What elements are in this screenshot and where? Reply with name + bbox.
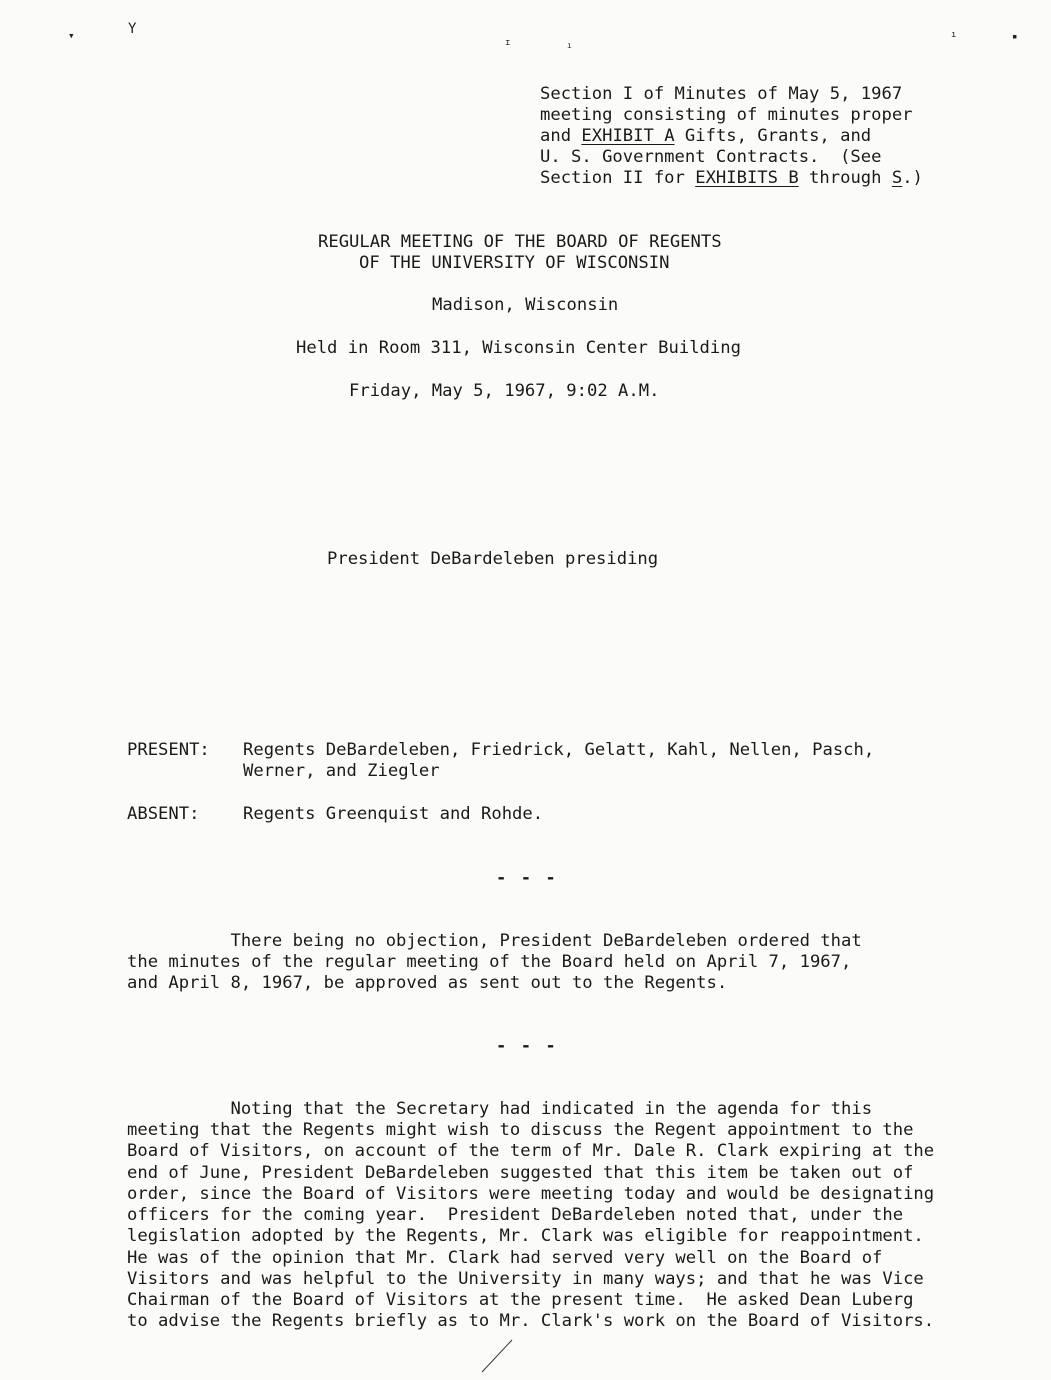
section-separator: - - - [496,1036,558,1056]
absent-label: ABSENT: [127,804,200,824]
scan-speck: ı [567,41,572,50]
paragraph-line: order, since the Board of Visitors were meeting today and would be designating [127,1184,935,1204]
present-list: Regents DeBardeleben, Friedrick, Gelatt, Kahl, Nellen, Pasch, [243,740,875,760]
exhibit-s-reference: S [891,168,903,188]
paragraph-line: Chairman of the Board of Visitors at the present time. He asked Dean Luberg [127,1290,914,1310]
header-note-line: meeting consisting of minutes proper [540,105,913,125]
meeting-title-line2: OF THE UNIVERSITY OF WISCONSIN [359,253,670,273]
meeting-date: Friday, May 5, 1967, 9:02 A.M. [349,381,660,401]
exhibit-a-reference: EXHIBIT A [581,126,675,146]
pen-stroke-mark [478,1336,518,1376]
scan-speck: ▾ [68,29,75,42]
paragraph-line: to advise the Regents briefly as to Mr. Clark's work on the Board of Visitors. [127,1311,935,1331]
scan-speck: Y [128,21,137,37]
header-note-line: Section I of Minutes of May 5, 1967 [540,84,903,104]
scan-speck: ɪ [505,38,511,48]
meeting-room: Held in Room 311, Wisconsin Center Building [296,338,741,358]
paragraph-line: There being no objection, President DeBardeleben ordered that [127,931,862,951]
scan-speck: ▪ [1012,32,1018,42]
paragraph-line: legislation adopted by the Regents, Mr. Clark was eligible for reappointment. [127,1226,924,1246]
scan-speck: ı [951,30,957,40]
paragraph-line: He was of the opinion that Mr. Clark had served very well on the Board of [127,1248,883,1268]
paragraph-line: the minutes of the regular meeting of the Board held on April 7, 1967, [127,952,852,972]
absent-list: Regents Greenquist and Rohde. [243,804,544,824]
meeting-location: Madison, Wisconsin [432,295,619,315]
present-list-cont: Werner, and Ziegler [243,761,440,781]
paragraph-line: meeting that the Regents might wish to discuss the Regent appointment to the [127,1120,914,1140]
header-note-line: and EXHIBIT A Gifts, Grants, and [540,126,872,146]
header-note-line: U. S. Government Contracts. (See [540,147,882,167]
paragraph-line: officers for the coming year. President DeBardeleben noted that, under the [127,1205,904,1225]
paragraph-line: and April 8, 1967, be approved as sent out to the Regents. [127,973,728,993]
meeting-title: REGULAR MEETING OF THE BOARD OF REGENTS [318,232,722,252]
paragraph-line: Visitors and was helpful to the University in many ways; and that he was Vice [127,1269,924,1289]
present-label: PRESENT: [127,740,210,760]
paragraph-line: Noting that the Secretary had indicated in the agenda for this [127,1099,873,1119]
presiding-line: President DeBardeleben presiding [327,549,659,569]
paragraph-line: Board of Visitors, on account of the term of Mr. Dale R. Clark expiring at the [127,1141,935,1161]
exhibits-b-reference: EXHIBITS B [695,168,799,188]
paragraph-line: end of June, President DeBardeleben suggested that this item be taken out of [127,1163,914,1183]
section-separator: - - - [496,868,558,888]
header-note-line: Section II for EXHIBITS B through S.) [540,168,923,188]
